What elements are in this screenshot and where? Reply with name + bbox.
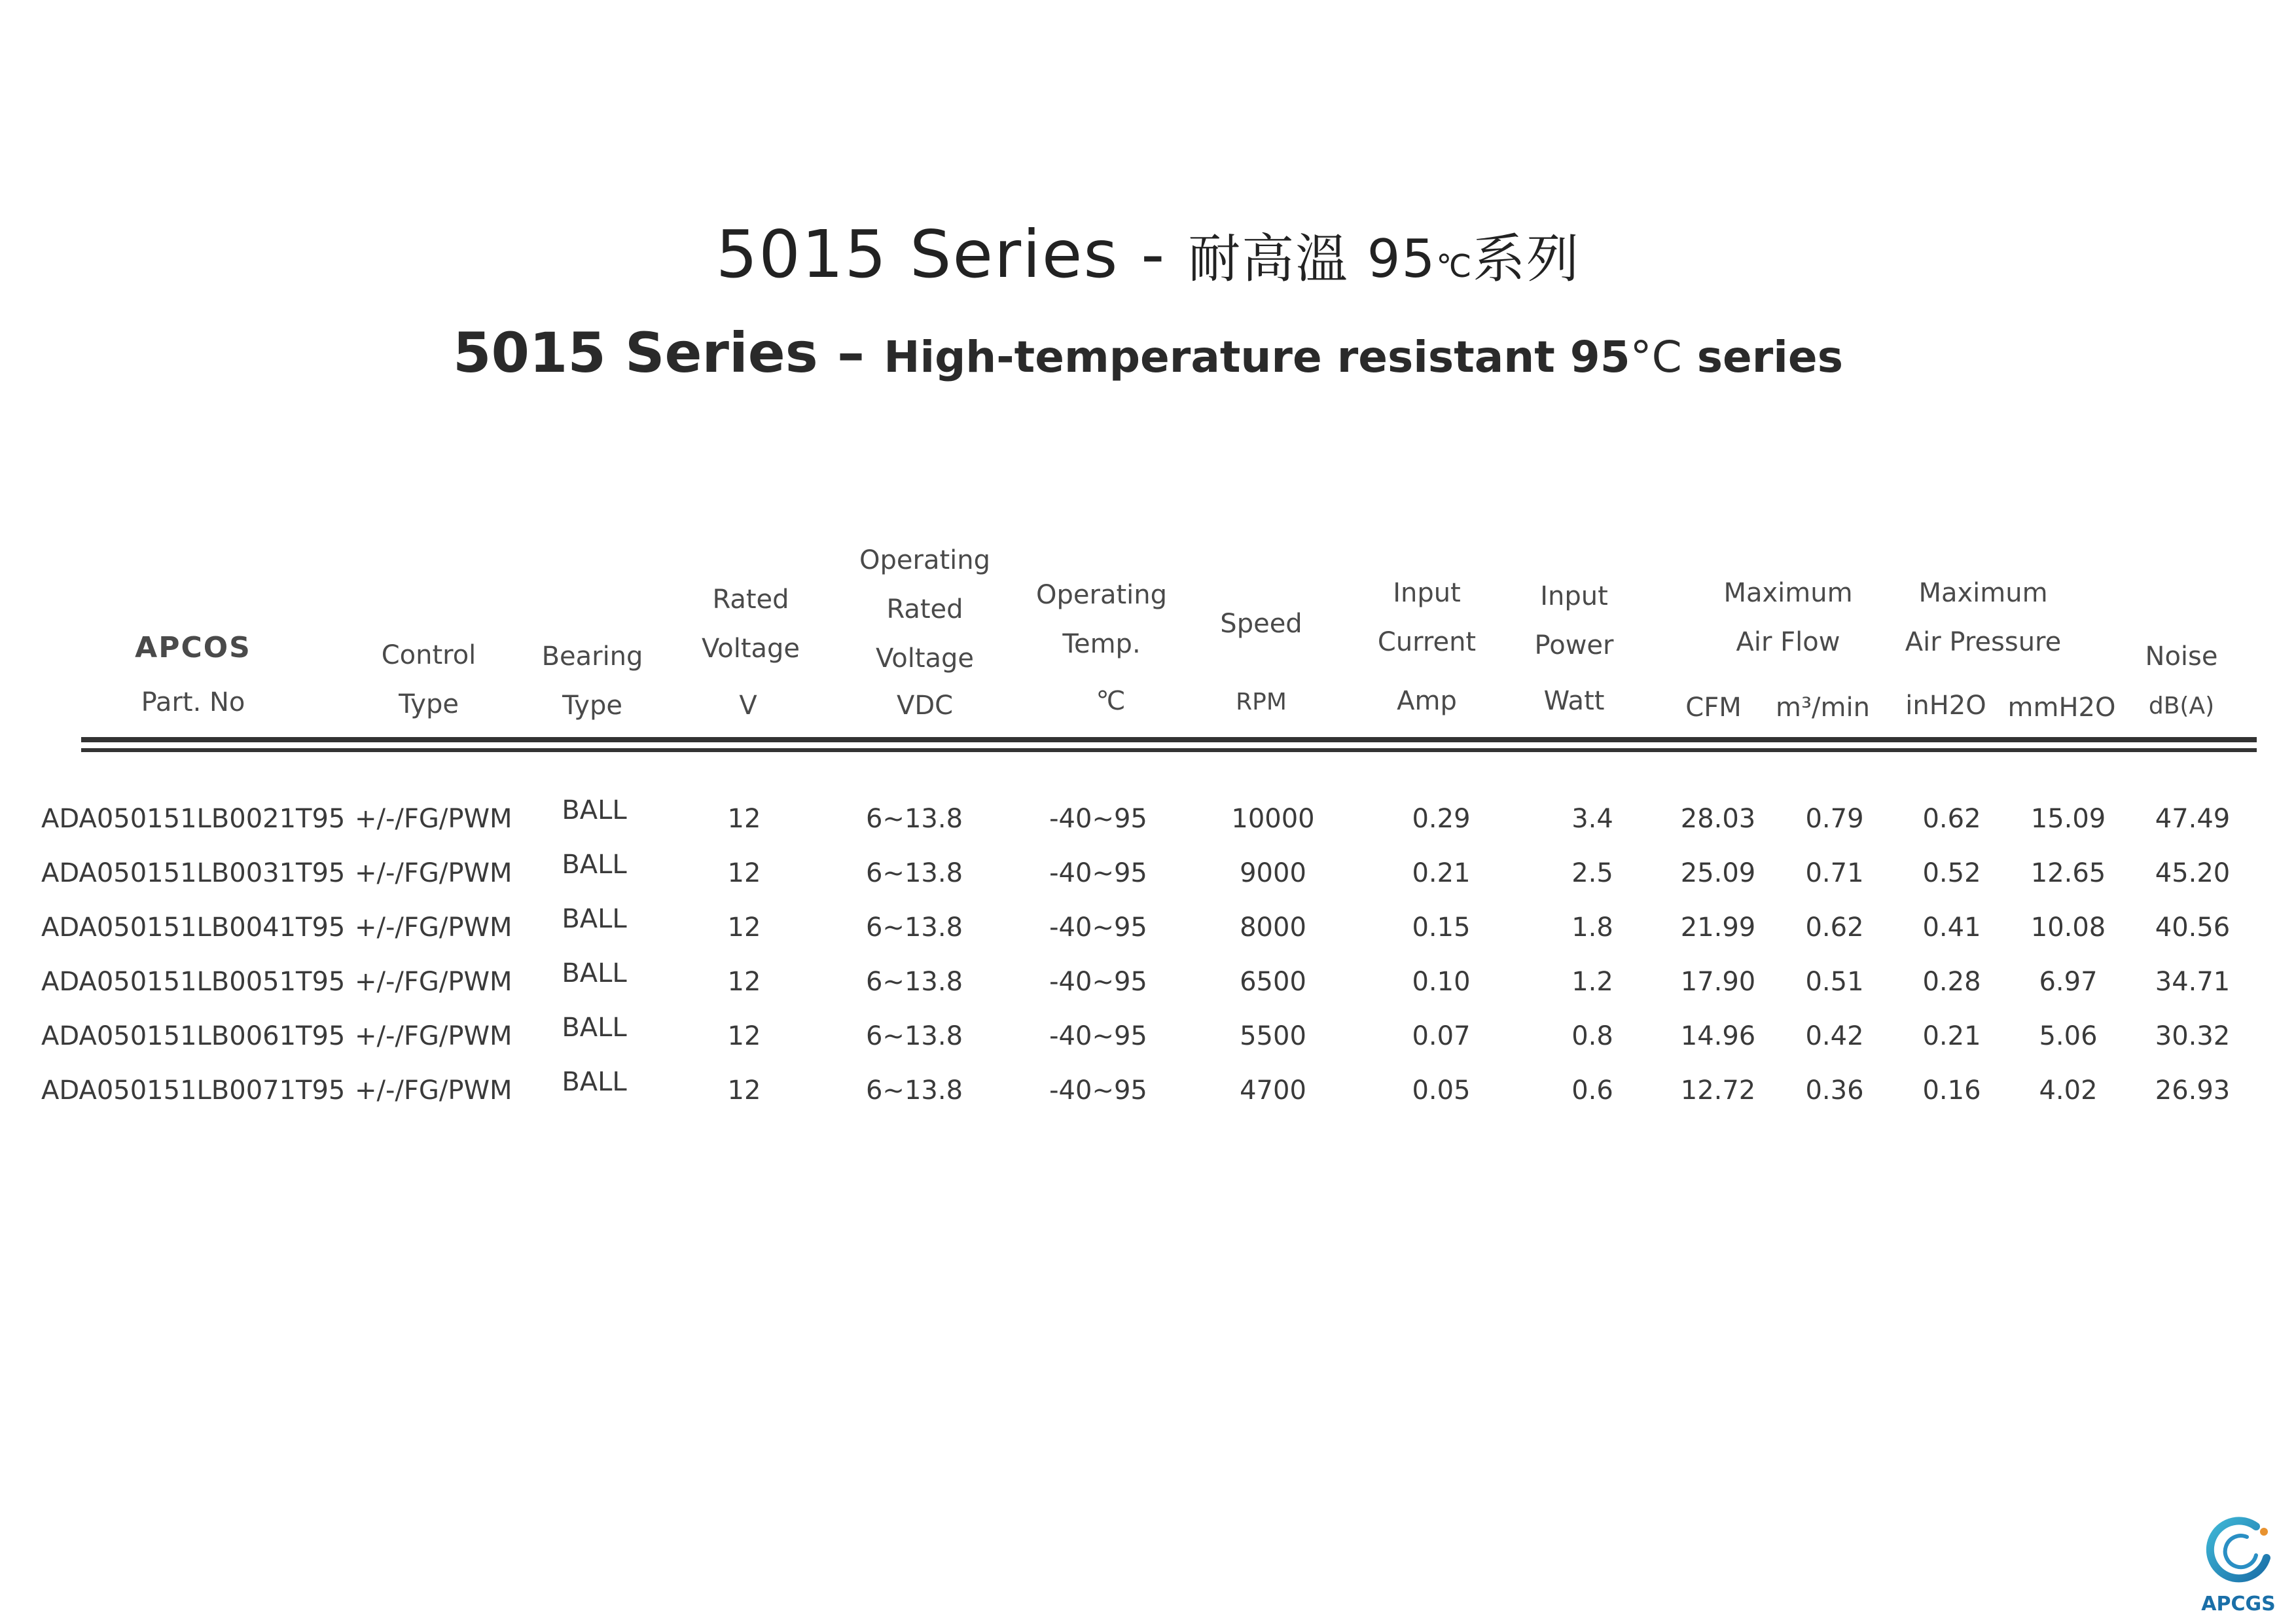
cell-control-type: +/-/FG/PWM: [355, 1075, 512, 1106]
table-row: [0, 850, 2296, 892]
header-divider-thin: [81, 748, 2257, 752]
cell-m3min: 0.51: [1805, 967, 1864, 997]
header-operating-temp-line2: Temp.: [1062, 629, 1141, 659]
cell-operating-voltage: 6~13.8: [865, 912, 963, 943]
cell-speed: 9000: [1240, 858, 1306, 888]
table-row: [0, 958, 2296, 1001]
cell-input-power: 2.5: [1571, 858, 1613, 888]
header-rated-voltage-unit: V: [739, 691, 757, 721]
header-divider-thick: [81, 737, 2257, 742]
header-part-no: Part. No: [141, 687, 245, 717]
header-rated-voltage-line1: Rated: [712, 585, 789, 615]
cell-m3min: 0.42: [1805, 1021, 1864, 1051]
cell-part-no: ADA050151LB0071T95: [41, 1075, 346, 1106]
header-control-line1: Control: [381, 640, 476, 670]
cell-input-power: 0.8: [1571, 1021, 1613, 1051]
cell-inh2o: 0.21: [1922, 1021, 1981, 1051]
cell-part-no: ADA050151LB0061T95: [41, 1021, 346, 1051]
header-air-flow-line2: Air Flow: [1736, 627, 1840, 657]
cell-rated-voltage: 12: [727, 1075, 761, 1106]
header-rated-voltage-line2: Voltage: [701, 634, 800, 664]
cell-input-power: 3.4: [1571, 804, 1613, 834]
cell-operating-voltage: 6~13.8: [865, 1075, 963, 1106]
cell-m3min: 0.62: [1805, 912, 1864, 943]
header-operating-voltage-line1: Operating: [859, 545, 990, 575]
cell-noise: 45.20: [2155, 858, 2231, 888]
cell-input-power: 1.2: [1571, 967, 1613, 997]
cell-rated-voltage: 12: [727, 858, 761, 888]
header-operating-voltage-line2: Rated: [886, 594, 963, 624]
cell-operating-temp: -40~95: [1049, 967, 1147, 997]
cell-rated-voltage: 12: [727, 967, 761, 997]
cell-input-current: 0.05: [1412, 1075, 1471, 1106]
cell-part-no: ADA050151LB0031T95: [41, 858, 346, 888]
cell-bearing: BALL: [562, 958, 627, 988]
cell-cfm: 21.99: [1680, 912, 1756, 943]
header-operating-temp-line1: Operating: [1036, 580, 1167, 610]
cell-operating-temp: -40~95: [1049, 804, 1147, 834]
cell-control-type: +/-/FG/PWM: [355, 967, 512, 997]
cell-rated-voltage: 12: [727, 912, 761, 943]
cell-inh2o: 0.16: [1922, 1075, 1981, 1106]
cell-input-power: 1.8: [1571, 912, 1613, 943]
cell-m3min: 0.71: [1805, 858, 1864, 888]
cell-operating-temp: -40~95: [1049, 858, 1147, 888]
cell-rated-voltage: 12: [727, 1021, 761, 1051]
cell-input-current: 0.21: [1412, 858, 1471, 888]
title-en-degree: °C: [1630, 332, 1682, 382]
header-noise: Noise: [2145, 641, 2218, 672]
page-title-chinese: [0, 216, 2296, 293]
header-operating-temp-unit: ℃: [1096, 686, 1126, 716]
title-cn-main: 耐高溫 95: [1188, 228, 1437, 289]
cell-mmh2o: 12.65: [2030, 858, 2106, 888]
cell-rated-voltage: 12: [727, 804, 761, 834]
cell-noise: 34.71: [2155, 967, 2231, 997]
cell-operating-voltage: 6~13.8: [865, 967, 963, 997]
header-input-current-line2: Current: [1377, 627, 1477, 657]
cell-mmh2o: 6.97: [2039, 967, 2098, 997]
title-en-sub: High-temperature resistant 95: [884, 332, 1630, 382]
header-bearing-line2: Type: [562, 691, 622, 721]
header-speed: Speed: [1220, 609, 1302, 639]
cell-part-no: ADA050151LB0021T95: [41, 804, 346, 834]
logo-ring-icon: [2196, 1512, 2281, 1617]
cell-inh2o: 0.28: [1922, 967, 1981, 997]
cell-input-power: 0.6: [1571, 1075, 1613, 1106]
cell-operating-temp: -40~95: [1049, 1075, 1147, 1106]
header-speed-unit: RPM: [1236, 689, 1287, 715]
header-air-flow-m3min: m³/min: [1776, 693, 1870, 723]
title-cn-unit: ℃: [1436, 248, 1473, 285]
cell-mmh2o: 10.08: [2030, 912, 2106, 943]
header-input-power-unit: Watt: [1543, 686, 1605, 716]
cell-control-type: +/-/FG/PWM: [355, 1021, 512, 1051]
header-air-pressure-mmh2o: mmH2O: [2007, 693, 2116, 723]
cell-speed: 5500: [1240, 1021, 1306, 1051]
title-cn-suffix: 系列: [1473, 228, 1581, 289]
header-operating-voltage-line3: Voltage: [875, 643, 975, 674]
header-air-pressure-line1: Maximum: [1918, 578, 2048, 608]
table-row: [0, 795, 2296, 838]
cell-bearing: BALL: [562, 795, 627, 825]
cell-part-no: ADA050151LB0051T95: [41, 967, 346, 997]
brand-logo-text: APCOS: [135, 631, 251, 664]
header-operating-voltage-unit: VDC: [896, 691, 954, 721]
cell-mmh2o: 15.09: [2030, 804, 2106, 834]
cell-operating-temp: -40~95: [1049, 1021, 1147, 1051]
cell-control-type: +/-/FG/PWM: [355, 804, 512, 834]
cell-mmh2o: 4.02: [2039, 1075, 2098, 1106]
header-input-current-unit: Amp: [1397, 686, 1457, 716]
cell-control-type: +/-/FG/PWM: [355, 912, 512, 943]
cell-bearing: BALL: [562, 904, 627, 934]
cell-operating-voltage: 6~13.8: [865, 858, 963, 888]
header-control-line2: Type: [399, 689, 459, 719]
header-input-power-line2: Power: [1534, 630, 1614, 660]
cell-cfm: 25.09: [1680, 858, 1756, 888]
logo-text: APCGS: [2201, 1593, 2276, 1615]
cell-inh2o: 0.52: [1922, 858, 1981, 888]
table-row: [0, 1067, 2296, 1110]
cell-noise: 47.49: [2155, 804, 2231, 834]
title-en-main: 5015 Series –: [453, 321, 884, 385]
header-input-current-line1: Input: [1393, 578, 1461, 608]
company-logo: [2196, 1512, 2281, 1617]
cell-part-no: ADA050151LB0041T95: [41, 912, 346, 943]
cell-inh2o: 0.62: [1922, 804, 1981, 834]
cell-bearing: BALL: [562, 1067, 627, 1097]
title-cn-prefix: 5015 Series -: [715, 216, 1189, 293]
cell-input-current: 0.29: [1412, 804, 1471, 834]
table-row: [0, 904, 2296, 947]
cell-mmh2o: 5.06: [2039, 1021, 2098, 1051]
cell-cfm: 28.03: [1680, 804, 1756, 834]
cell-noise: 30.32: [2155, 1021, 2231, 1051]
header-air-flow-line1: Maximum: [1723, 578, 1853, 608]
cell-input-current: 0.15: [1412, 912, 1471, 943]
header-air-pressure-inh2o: inH2O: [1905, 691, 1986, 721]
cell-bearing: BALL: [562, 1013, 627, 1043]
cell-speed: 6500: [1240, 967, 1306, 997]
cell-speed: 4700: [1240, 1075, 1306, 1106]
cell-m3min: 0.36: [1805, 1075, 1864, 1106]
cell-input-current: 0.10: [1412, 967, 1471, 997]
cell-inh2o: 0.41: [1922, 912, 1981, 943]
cell-operating-voltage: 6~13.8: [865, 1021, 963, 1051]
cell-noise: 40.56: [2155, 912, 2231, 943]
cell-speed: 8000: [1240, 912, 1306, 943]
cell-cfm: 12.72: [1680, 1075, 1756, 1106]
header-air-flow-cfm: CFM: [1685, 693, 1742, 723]
cell-m3min: 0.79: [1805, 804, 1864, 834]
table-row: [0, 1013, 2296, 1055]
cell-noise: 26.93: [2155, 1075, 2231, 1106]
header-bearing-line1: Bearing: [541, 641, 643, 672]
cell-bearing: BALL: [562, 850, 627, 880]
header-noise-unit: dB(A): [2148, 693, 2215, 719]
header-air-pressure-line2: Air Pressure: [1905, 627, 2062, 657]
cell-input-current: 0.07: [1412, 1021, 1471, 1051]
cell-cfm: 14.96: [1680, 1021, 1756, 1051]
cell-control-type: +/-/FG/PWM: [355, 858, 512, 888]
page-title-english: [0, 321, 2296, 385]
cell-operating-temp: -40~95: [1049, 912, 1147, 943]
header-input-power-line1: Input: [1540, 581, 1608, 611]
title-en-suffix: series: [1681, 332, 1843, 382]
cell-speed: 10000: [1231, 804, 1315, 834]
cell-cfm: 17.90: [1680, 967, 1756, 997]
cell-operating-voltage: 6~13.8: [865, 804, 963, 834]
